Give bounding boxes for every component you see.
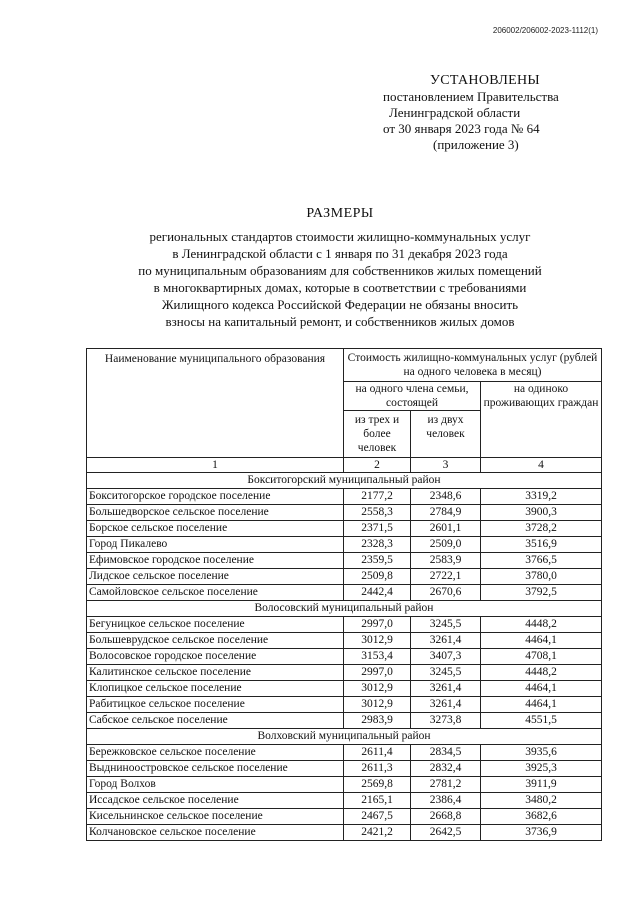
table-row bbox=[87, 713, 602, 729]
value-single: 3766,5 bbox=[481, 553, 602, 569]
municipality-name: Большедворское сельское поселение bbox=[87, 505, 344, 521]
value-single: 3319,2 bbox=[481, 489, 602, 505]
value-two: 3407,3 bbox=[411, 649, 481, 665]
municipality-name: Выдниноостровское сельское поселение bbox=[87, 761, 344, 777]
municipality-name: Ефимовское городское поселение bbox=[87, 553, 344, 569]
municipality-name: Самойловское сельское поселение bbox=[87, 585, 344, 601]
municipality-name: Бокситогорское городское поселение bbox=[87, 489, 344, 505]
subtitle-line: в многоквартирных домах, которые в соответствии с требованиями bbox=[153, 280, 527, 295]
municipality-name: Калитинское сельское поселение bbox=[87, 665, 344, 681]
document-subtitle bbox=[60, 228, 620, 330]
table-row bbox=[87, 665, 602, 681]
subtitle-line: взносы на капитальный ремонт, и собственников жилых домов bbox=[165, 314, 515, 329]
value-single: 3728,2 bbox=[481, 521, 602, 537]
value-three-plus: 2421,2 bbox=[344, 825, 411, 841]
value-two: 3261,4 bbox=[411, 681, 481, 697]
approval-line: (приложение 3) bbox=[433, 137, 519, 152]
value-three-plus: 2997,0 bbox=[344, 665, 411, 681]
value-two: 2583,9 bbox=[411, 553, 481, 569]
value-single: 3682,6 bbox=[481, 809, 602, 825]
value-two: 2601,1 bbox=[411, 521, 481, 537]
table-row bbox=[87, 793, 602, 809]
column-number: 4 bbox=[481, 458, 602, 473]
value-three-plus: 2442,4 bbox=[344, 585, 411, 601]
header-cost: Стоимость жилищно-коммунальных услуг (рублей на одного человека в месяц) bbox=[344, 349, 602, 382]
municipality-name: Рабитицкое сельское поселение bbox=[87, 697, 344, 713]
value-two: 3273,8 bbox=[411, 713, 481, 729]
district-row bbox=[87, 473, 602, 489]
table-row bbox=[87, 761, 602, 777]
approval-line: от 30 января 2023 года № 64 bbox=[383, 121, 540, 136]
value-three-plus: 3012,9 bbox=[344, 633, 411, 649]
table-row bbox=[87, 617, 602, 633]
table-row bbox=[87, 825, 602, 841]
subtitle-line: по муниципальным образованиям для собственников жилых помещений bbox=[138, 263, 542, 278]
rates-table bbox=[86, 348, 602, 841]
municipality-name: Город Волхов bbox=[87, 777, 344, 793]
document-id: 206002/206002-2023-1112(1) bbox=[492, 26, 598, 35]
column-number: 2 bbox=[344, 458, 411, 473]
table-row bbox=[87, 697, 602, 713]
value-three-plus: 2983,9 bbox=[344, 713, 411, 729]
value-three-plus: 2359,5 bbox=[344, 553, 411, 569]
approval-block bbox=[383, 73, 613, 153]
header-two: из двух человек bbox=[411, 411, 481, 458]
column-number: 1 bbox=[87, 458, 344, 473]
header-name: Наименование муниципального образования bbox=[87, 349, 344, 458]
value-two: 3245,5 bbox=[411, 617, 481, 633]
column-number: 3 bbox=[411, 458, 481, 473]
value-three-plus: 2558,3 bbox=[344, 505, 411, 521]
value-single: 3480,2 bbox=[481, 793, 602, 809]
municipality-name: Большеврудское сельское поселение bbox=[87, 633, 344, 649]
value-single: 4551,5 bbox=[481, 713, 602, 729]
municipality-name: Волосовское городское поселение bbox=[87, 649, 344, 665]
municipality-name: Колчановское сельское поселение bbox=[87, 825, 344, 841]
value-two: 2348,6 bbox=[411, 489, 481, 505]
approval-title: УСТАНОВЛЕНЫ bbox=[430, 73, 540, 88]
value-single: 4464,1 bbox=[481, 633, 602, 649]
value-three-plus: 2611,3 bbox=[344, 761, 411, 777]
value-three-plus: 2509,8 bbox=[344, 569, 411, 585]
value-two: 2509,0 bbox=[411, 537, 481, 553]
value-three-plus: 2371,5 bbox=[344, 521, 411, 537]
subtitle-line: в Ленинградской области с 1 января по 31 декабря 2023 года bbox=[172, 246, 508, 261]
table-row bbox=[87, 537, 602, 553]
value-three-plus: 2997,0 bbox=[344, 617, 411, 633]
subtitle-line: региональных стандартов стоимости жилищно-коммунальных услуг bbox=[149, 229, 531, 244]
value-two: 3245,5 bbox=[411, 665, 481, 681]
value-single: 4448,2 bbox=[481, 617, 602, 633]
value-single: 3925,3 bbox=[481, 761, 602, 777]
table-row bbox=[87, 649, 602, 665]
district-name: Бокситогорский муниципальный район bbox=[87, 473, 602, 489]
value-three-plus: 2328,3 bbox=[344, 537, 411, 553]
municipality-name: Город Пикалево bbox=[87, 537, 344, 553]
table-row bbox=[87, 505, 602, 521]
district-row bbox=[87, 729, 602, 745]
value-single: 3736,9 bbox=[481, 825, 602, 841]
header-three-plus: из трех и более человек bbox=[344, 411, 411, 458]
header-family: на одного члена семьи, состоящей bbox=[344, 382, 481, 411]
district-name: Волховский муниципальный район bbox=[87, 729, 602, 745]
municipality-name: Лидское сельское поселение bbox=[87, 569, 344, 585]
approval-line: постановлением Правительства bbox=[383, 89, 559, 104]
value-single: 4708,1 bbox=[481, 649, 602, 665]
table-row bbox=[87, 521, 602, 537]
value-two: 2784,9 bbox=[411, 505, 481, 521]
value-two: 2722,1 bbox=[411, 569, 481, 585]
value-three-plus: 2467,5 bbox=[344, 809, 411, 825]
value-three-plus: 3012,9 bbox=[344, 681, 411, 697]
value-two: 3261,4 bbox=[411, 633, 481, 649]
table-row bbox=[87, 585, 602, 601]
value-single: 4464,1 bbox=[481, 681, 602, 697]
table-row bbox=[87, 681, 602, 697]
municipality-name: Иссадское сельское поселение bbox=[87, 793, 344, 809]
table-row bbox=[87, 489, 602, 505]
value-single: 3516,9 bbox=[481, 537, 602, 553]
value-single: 3792,5 bbox=[481, 585, 602, 601]
value-three-plus: 2611,4 bbox=[344, 745, 411, 761]
value-single: 3935,6 bbox=[481, 745, 602, 761]
value-single: 3900,3 bbox=[481, 505, 602, 521]
table-row bbox=[87, 633, 602, 649]
value-three-plus: 3153,4 bbox=[344, 649, 411, 665]
value-single: 3780,0 bbox=[481, 569, 602, 585]
value-three-plus: 2569,8 bbox=[344, 777, 411, 793]
value-two: 2642,5 bbox=[411, 825, 481, 841]
value-two: 3261,4 bbox=[411, 697, 481, 713]
district-row bbox=[87, 601, 602, 617]
document-heading: РАЗМЕРЫ bbox=[306, 206, 374, 221]
table-row bbox=[87, 569, 602, 585]
municipality-name: Бегуницкое сельское поселение bbox=[87, 617, 344, 633]
value-three-plus: 2165,1 bbox=[344, 793, 411, 809]
approval-line: Ленинградской области bbox=[389, 105, 521, 120]
value-two: 2834,5 bbox=[411, 745, 481, 761]
value-three-plus: 2177,2 bbox=[344, 489, 411, 505]
municipality-name: Кисельнинское сельское поселение bbox=[87, 809, 344, 825]
value-two: 2670,6 bbox=[411, 585, 481, 601]
municipality-name: Клопицкое сельское поселение bbox=[87, 681, 344, 697]
header-single: на одиноко проживающих граждан bbox=[481, 382, 602, 458]
municipality-name: Борское сельское поселение bbox=[87, 521, 344, 537]
table-row bbox=[87, 553, 602, 569]
table-body bbox=[87, 473, 602, 841]
municipality-name: Сабское сельское поселение bbox=[87, 713, 344, 729]
municipality-name: Бережковское сельское поселение bbox=[87, 745, 344, 761]
value-two: 2386,4 bbox=[411, 793, 481, 809]
table-row bbox=[87, 745, 602, 761]
value-two: 2832,4 bbox=[411, 761, 481, 777]
value-single: 3911,9 bbox=[481, 777, 602, 793]
subtitle-line: Жилищного кодекса Российской Федерации не обязаны вносить bbox=[161, 297, 519, 312]
value-single: 4464,1 bbox=[481, 697, 602, 713]
value-single: 4448,2 bbox=[481, 665, 602, 681]
table-row bbox=[87, 809, 602, 825]
table-row bbox=[87, 777, 602, 793]
value-two: 2781,2 bbox=[411, 777, 481, 793]
value-two: 2668,8 bbox=[411, 809, 481, 825]
value-three-plus: 3012,9 bbox=[344, 697, 411, 713]
district-name: Волосовский муниципальный район bbox=[87, 601, 602, 617]
